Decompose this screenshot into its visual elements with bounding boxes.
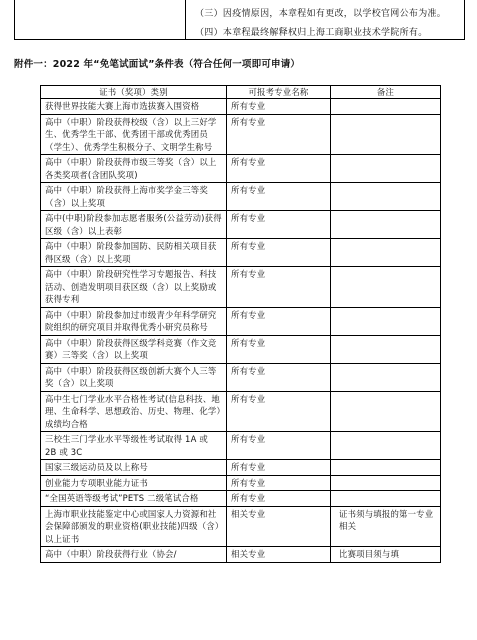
major-cell: 所有专业 [227,475,331,491]
note-cell [331,460,441,476]
table-row [41,99,441,115]
header-category: 证书（奖项）类别 [41,86,227,99]
table-row [41,114,441,155]
note-cell [331,432,441,460]
header-major: 可报考专业名称 [227,86,331,99]
table-row [41,307,441,335]
note-cell [331,475,441,491]
note-cell [331,183,441,211]
note-cell: 证书须与填报的第一专业相关 [331,506,441,547]
table-row [41,506,441,547]
table-row [41,460,441,476]
major-cell: 所有专业 [227,211,331,239]
notes-box [14,0,465,40]
note-cell [331,491,441,507]
major-cell: 所有专业 [227,239,331,267]
condition-cell: 高中（中职）阶段获得上海市奖学金三等奖（含）以上奖项 [41,183,227,211]
major-cell: 所有专业 [227,460,331,476]
table-row [41,211,441,239]
condition-cell: 获得世界技能大赛上海市选拔赛入围资格 [41,99,227,115]
condition-cell: 创业能力专项职业能力证书 [41,475,227,491]
note-cell [331,239,441,267]
table-row [41,155,441,183]
note-cell [331,363,441,391]
notes-divider [185,0,186,39]
note-cell [331,391,441,432]
condition-cell: 高中（中职）阶段参加过市级青少年科学研究院组织的研究项目并取得优秀小研究员称号 [41,307,227,335]
table-row [41,363,441,391]
condition-cell: 上海市职业技能鉴定中心或国家人力资源和社会保障部颁发的职业资格(职业技能)四级（含）以上证书 [41,506,227,547]
note-line-1: （三）因疫情原因，本章程如有更改，以学校官网公布为准。 [195,9,447,19]
note-cell [331,114,441,155]
header-note: 备注 [331,86,441,99]
note-cell [331,307,441,335]
table-row [41,547,441,563]
note-cell [331,99,441,115]
major-cell: 所有专业 [227,491,331,507]
condition-cell: 高中（中职）阶段获得行业（协会/ [41,547,227,563]
table-row [41,335,441,363]
major-cell: 所有专业 [227,307,331,335]
major-cell: 所有专业 [227,267,331,308]
major-cell: 所有专业 [227,155,331,183]
conditions-table [40,85,441,563]
condition-cell: 高中（中职）阶段获得市级三等奖（含）以上各类奖项者(含团队奖项) [41,155,227,183]
table-row [41,239,441,267]
table-row [41,183,441,211]
note-cell: 比赛项目须与填 [331,547,441,563]
condition-cell: 三校生三门学业水平等级性考试取得 1A 或 2B 或 3C [41,432,227,460]
major-cell: 相关专业 [227,506,331,547]
condition-cell: 高中（中职）阶段获得区级学科竞赛（作文竞赛）三等奖（含）以上奖项 [41,335,227,363]
condition-cell: 高中（中职）阶段参加国防、民防相关项目获得区级（含）以上奖项 [41,239,227,267]
condition-cell: 高中（中职）阶段获得区级创新大赛个人三等奖（含）以上奖项 [41,363,227,391]
table-row [41,267,441,308]
table-row [41,432,441,460]
table-row [41,475,441,491]
major-cell: 所有专业 [227,363,331,391]
major-cell: 所有专业 [227,183,331,211]
major-cell: 相关专业 [227,547,331,563]
condition-cell: 高中（中职）阶段研究性学习专题报告、科技活动、创造发明项目获区级（含）以上奖励或获得专利 [41,267,227,308]
condition-cell: “全国英语等级考试”PETS 二级笔试合格 [41,491,227,507]
condition-cell: 高中(中职)阶段参加志愿者服务(公益劳动)获得区级（含）以上表彰 [41,211,227,239]
condition-cell: 高中生七门学业水平合格性考试(信息科技、地理、生命科学、思想政治、历史、物理、化学）成绩均合格 [41,391,227,432]
table-row [41,491,441,507]
note-cell [331,155,441,183]
condition-cell: 高中（中职）阶段获得校级（含）以上三好学生、优秀学生干部、优秀团干部或优秀团员（学生）、优秀学生积极分子、文明学生称号 [41,114,227,155]
major-cell: 所有专业 [227,114,331,155]
appendix-title: 附件一：2022 年“免笔试面试”条件表（符合任何一项即可申请） [14,59,301,70]
table-row [41,391,441,432]
major-cell: 所有专业 [227,99,331,115]
table-header-row [41,86,441,99]
note-cell [331,211,441,239]
note-line-2: （四）本章程最终解释权归上海工商职业技术学院所有。 [195,28,428,38]
major-cell: 所有专业 [227,432,331,460]
major-cell: 所有专业 [227,335,331,363]
condition-cell: 国家三级运动员及以上称号 [41,460,227,476]
note-cell [331,335,441,363]
note-cell [331,267,441,308]
major-cell: 所有专业 [227,391,331,432]
